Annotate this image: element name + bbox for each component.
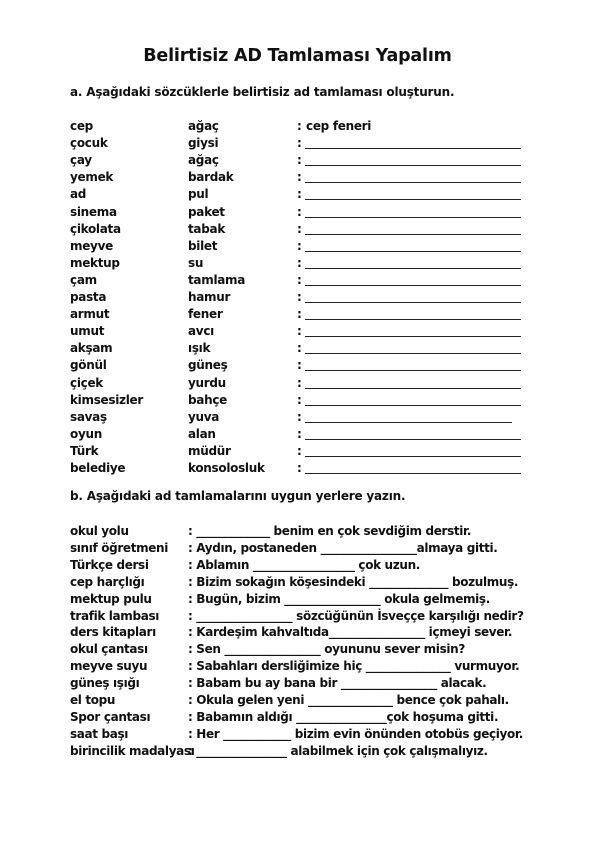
- answer-blank-line[interactable]: [305, 302, 521, 303]
- colon-separator: :: [297, 238, 302, 253]
- colon-separator: :: [297, 375, 302, 390]
- first-word: mektup: [70, 255, 120, 270]
- fill-in-row: [0, 523, 595, 540]
- colon-separator: :: [297, 187, 302, 202]
- exercise-row: [0, 289, 595, 306]
- colon-separator: :: [297, 461, 302, 475]
- second-word: su: [188, 255, 204, 270]
- fill-in-sentence[interactable]: : Bizim sokağın köşesindeki ______________ bozulmuş.: [188, 574, 519, 589]
- fill-in-sentence[interactable]: : Her ____________ bizim evin önünden otobüs geçiyor.: [188, 726, 523, 741]
- answer-blank-line[interactable]: [305, 199, 521, 200]
- colon-separator: :: [297, 290, 302, 304]
- second-word: tamlama: [188, 272, 246, 287]
- exercise-row: [0, 169, 595, 186]
- exercise-row: [0, 340, 595, 357]
- second-word: güneş: [188, 358, 228, 373]
- first-word: pasta: [70, 290, 107, 304]
- phrase-option: Türkçe dersi: [70, 557, 149, 572]
- phrase-option: birincilik madalyası: [70, 743, 195, 758]
- answer-blank-line[interactable]: [305, 165, 521, 166]
- fill-in-row: [0, 624, 595, 641]
- phrase-option: güneş ışığı: [70, 676, 140, 691]
- answer-blank-line[interactable]: [305, 319, 521, 320]
- second-word: bardak: [188, 170, 234, 185]
- first-word: çay: [70, 153, 92, 168]
- answer-blank-line[interactable]: [305, 370, 521, 371]
- first-word: sinema: [70, 204, 117, 219]
- first-word: yemek: [70, 170, 114, 185]
- exercise-row: [0, 204, 595, 221]
- phrase-option: saat başı: [70, 726, 129, 741]
- exercise-row: [0, 426, 595, 443]
- exercise-row: [0, 443, 595, 460]
- colon-separator: :: [297, 136, 302, 151]
- fill-in-row: [0, 675, 595, 692]
- answer-blank-line[interactable]: [305, 285, 521, 286]
- first-word: armut: [70, 307, 110, 322]
- first-word: çocuk: [70, 136, 108, 151]
- phrase-option: ders kitapları: [70, 625, 156, 640]
- answer-blank-line[interactable]: [305, 148, 521, 149]
- colon-separator: :: [297, 358, 302, 373]
- exercise-row: [0, 460, 595, 477]
- exercise-row: [0, 323, 595, 340]
- exercise-row: [0, 238, 595, 255]
- answer-blank-line[interactable]: [305, 268, 521, 269]
- fill-in-row: [0, 692, 595, 709]
- first-word: çiçek: [70, 375, 103, 390]
- colon-separator: :: [297, 153, 302, 168]
- first-word: umut: [70, 324, 105, 339]
- colon-separator: :: [297, 170, 302, 185]
- fill-in-row: [0, 557, 595, 574]
- phrase-option: el topu: [70, 693, 116, 707]
- colon-separator: :: [297, 307, 302, 322]
- colon-separator: :: [297, 119, 302, 133]
- phrase-option: cep harçlığı: [70, 574, 145, 589]
- fill-in-row: [0, 591, 595, 608]
- exercise-row: [0, 221, 595, 238]
- answer-blank-line[interactable]: [305, 251, 521, 252]
- fill-in-row: [0, 726, 595, 743]
- exercise-row: [0, 255, 595, 272]
- first-word: cep: [70, 119, 93, 133]
- phrase-option: meyve suyu: [70, 659, 148, 674]
- answer-blank-line[interactable]: [305, 456, 521, 457]
- answer-blank-line[interactable]: [305, 234, 521, 235]
- exercise-row: [0, 357, 595, 374]
- colon-separator: :: [297, 204, 302, 219]
- fill-in-sentence[interactable]: : Aydın, postaneden _________________almaya gitti.: [188, 540, 498, 555]
- fill-in-sentence[interactable]: : ________________ alabilmek için çok çalışmalıyız.: [188, 743, 488, 758]
- answer-blank-line[interactable]: [305, 405, 521, 406]
- phrase-option: mektup pulu: [70, 591, 152, 606]
- first-word: Türk: [70, 443, 99, 458]
- second-word: tabak: [188, 221, 226, 236]
- colon-separator: :: [297, 255, 302, 270]
- second-word: bilet: [188, 238, 218, 253]
- second-word: pul: [188, 187, 209, 202]
- first-word: kimsesizler: [70, 392, 143, 407]
- exercise-row: [0, 306, 595, 323]
- answer-blank-line[interactable]: [305, 422, 512, 423]
- first-word: çikolata: [70, 221, 121, 236]
- first-word: belediye: [70, 461, 126, 475]
- exercise-row: [0, 186, 595, 203]
- answer-blank-line[interactable]: [305, 353, 521, 354]
- fill-in-sentence[interactable]: : Okula gelen yeni _______________ bence çok pahalı.: [188, 693, 509, 707]
- exercise-row: [0, 135, 595, 152]
- exercise-row: [0, 152, 595, 169]
- second-word: ışık: [188, 341, 211, 356]
- second-word: alan: [188, 426, 216, 441]
- second-word: bahçe: [188, 392, 227, 407]
- fill-in-sentence[interactable]: : Sen _________________ oyununu sever misin?: [188, 642, 465, 657]
- answer-blank-line[interactable]: [305, 182, 521, 183]
- fill-in-row: [0, 709, 595, 726]
- first-word: ad: [70, 187, 87, 202]
- answer-blank-line[interactable]: [305, 473, 521, 474]
- fill-in-sentence[interactable]: : Babam bu ay bana bir _________________ alacak.: [188, 676, 487, 691]
- first-word: akşam: [70, 341, 113, 356]
- exercise-row: [0, 409, 595, 426]
- colon-separator: :: [297, 272, 302, 287]
- fill-in-sentence[interactable]: : Sabahları dersliğimize hiç _______________ vurmuyor.: [188, 659, 520, 674]
- fill-in-sentence[interactable]: : Bugün, bizim _________________ okula gelmemiş.: [188, 591, 490, 606]
- answer-blank-line[interactable]: [305, 439, 521, 440]
- fill-in-sentence[interactable]: : Babamın aldığı ________________çok hoşuma gitti.: [188, 709, 499, 724]
- first-word: savaş: [70, 409, 107, 424]
- colon-separator: :: [297, 392, 302, 407]
- second-word: ağaç: [188, 119, 219, 133]
- section-b-heading: b. Aşağıdaki ad tamlamalarını uygun yerlere yazın.: [70, 489, 406, 503]
- second-word: paket: [188, 204, 225, 219]
- fill-in-sentence[interactable]: : Kardeşim kahvaltıda_________________ içmeyi sever.: [188, 625, 513, 640]
- exercise-row: [0, 272, 595, 289]
- phrase-option: okul yolu: [70, 524, 129, 538]
- fill-in-row: [0, 574, 595, 591]
- fill-in-row: [0, 743, 595, 760]
- phrase-option: trafik lambası: [70, 608, 160, 623]
- colon-separator: :: [297, 221, 302, 236]
- second-word: müdür: [188, 443, 231, 458]
- phrase-option: Spor çantası: [70, 709, 151, 724]
- fill-in-sentence[interactable]: : Ablamın __________________ çok uzun.: [188, 557, 420, 572]
- first-word: oyun: [70, 426, 102, 441]
- exercise-row: [0, 375, 595, 392]
- second-word: yuva: [188, 409, 220, 424]
- answer-blank-line[interactable]: [305, 336, 521, 337]
- fill-in-row: [0, 658, 595, 675]
- second-word: ağaç: [188, 153, 219, 168]
- answer-blank-line[interactable]: [305, 388, 521, 389]
- fill-in-sentence[interactable]: : _____________ benim en çok sevdiğim derstir.: [188, 524, 472, 538]
- exercise-row: [0, 392, 595, 409]
- colon-separator: :: [297, 409, 302, 424]
- second-word: hamur: [188, 290, 231, 304]
- second-word: yurdu: [188, 375, 226, 390]
- colon-separator: :: [297, 341, 302, 356]
- answer-blank-line[interactable]: [305, 217, 521, 218]
- fill-in-row: [0, 641, 595, 658]
- fill-in-row: [0, 608, 595, 625]
- phrase-option: sınıf öğretmeni: [70, 540, 168, 555]
- second-word: giysi: [188, 136, 219, 151]
- colon-separator: :: [297, 324, 302, 339]
- phrase-option: okul çantası: [70, 642, 148, 657]
- first-word: meyve: [70, 238, 113, 253]
- colon-separator: :: [297, 426, 302, 441]
- first-word: çam: [70, 272, 97, 287]
- section-a-heading: a. Aşağıdaki sözcüklerle belirtisiz ad tamlaması oluşturun.: [70, 85, 455, 99]
- second-word: avcı: [188, 324, 214, 339]
- example-answer: cep feneri: [306, 119, 372, 133]
- colon-separator: :: [297, 443, 302, 458]
- first-word: gönül: [70, 358, 107, 373]
- page-title: Belirtisiz AD Tamlaması Yapalım: [143, 46, 452, 66]
- exercise-row: [0, 118, 595, 135]
- fill-in-row: [0, 540, 595, 557]
- fill-in-sentence[interactable]: : _________________ sözcüğünün İsveççe karşılığı nedir?: [188, 608, 524, 623]
- second-word: konsolosluk: [188, 461, 265, 475]
- second-word: fener: [188, 307, 223, 322]
